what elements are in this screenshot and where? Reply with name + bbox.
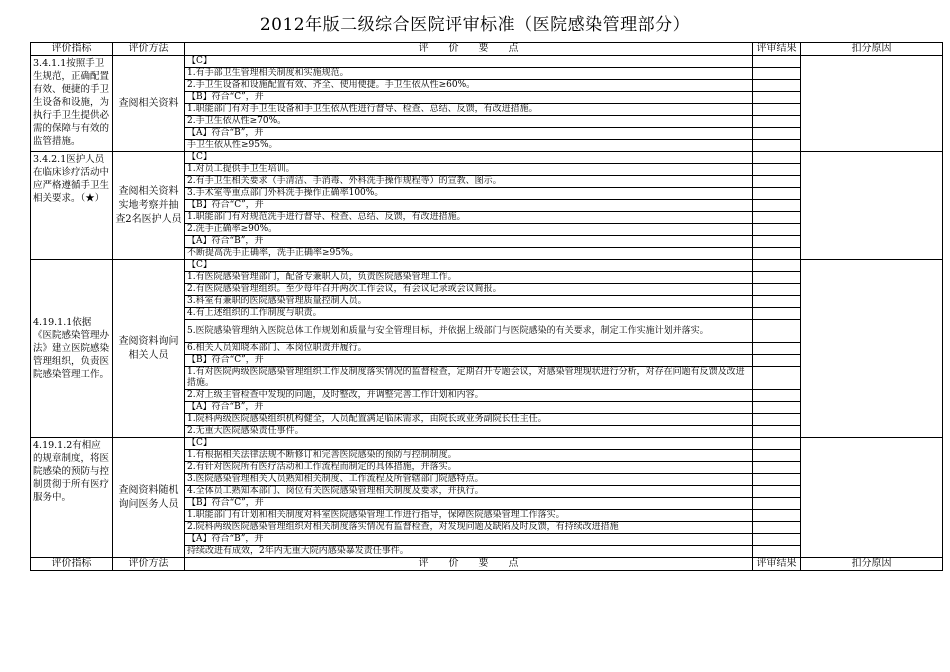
- reason-cell[interactable]: [801, 56, 943, 152]
- result-cell[interactable]: [753, 414, 801, 426]
- table-row: [31, 152, 943, 164]
- header-method: 评价方法: [113, 43, 185, 56]
- header-reason: 扣分原因: [801, 43, 943, 56]
- result-cell[interactable]: [753, 296, 801, 308]
- result-cell[interactable]: [753, 212, 801, 224]
- evaluation-point: 5.医院感染管理纳入医院总体工作规划和质量与安全管理目标，并依据上级部门与医院感染的有关要求，制定工作实施计划并落实。: [185, 320, 753, 343]
- evaluation-point: 【B】符合“C”，并: [185, 498, 753, 510]
- result-cell[interactable]: [753, 343, 801, 355]
- result-cell[interactable]: [753, 128, 801, 140]
- criterion-cell: 4.19.1.2有相应的规章制度，将医院感染的预防与控制贯彻于所有医疗服务中。: [31, 438, 113, 558]
- evaluation-point: 2.无重大医院感染责任事件。: [185, 426, 753, 438]
- header-result: 评审结果: [753, 43, 801, 56]
- evaluation-point: 【C】: [185, 56, 753, 68]
- evaluation-point: 2.有手卫生相关要求（手清洁、手消毒、外科洗手操作规程等）的宣教、图示。: [185, 176, 753, 188]
- method-cell: 查阅资料询问相关人员: [113, 260, 185, 438]
- result-cell[interactable]: [753, 510, 801, 522]
- evaluation-point: 【A】符合“B”，并: [185, 236, 753, 248]
- evaluation-point: 【C】: [185, 438, 753, 450]
- result-cell[interactable]: [753, 546, 801, 558]
- result-cell[interactable]: [753, 462, 801, 474]
- method-cell: 查阅资料随机询问医务人员: [113, 438, 185, 558]
- evaluation-point: 2.有医院感染管理组织。至少每年召开两次工作会议，有会议记录或会议简报。: [185, 284, 753, 296]
- table-row: [31, 438, 943, 450]
- result-cell[interactable]: [753, 164, 801, 176]
- evaluation-point: 1.院科两级医院感染组织机构健全，人员配置满足临床需求，由院长或业务副院长任主任。: [185, 414, 753, 426]
- result-cell[interactable]: [753, 248, 801, 260]
- result-cell[interactable]: [753, 116, 801, 128]
- reason-cell[interactable]: [801, 152, 943, 260]
- evaluation-point: 【B】符合“C”，并: [185, 200, 753, 212]
- evaluation-point: 【B】符合“C”，并: [185, 355, 753, 367]
- result-cell[interactable]: [753, 284, 801, 296]
- reason-cell[interactable]: [801, 260, 943, 438]
- result-cell[interactable]: [753, 200, 801, 212]
- result-cell[interactable]: [753, 450, 801, 462]
- result-cell[interactable]: [753, 104, 801, 116]
- criterion-cell: 4.19.1.1依据《医院感染管理办法》建立医院感染管理组织，负责医院感染管理工作。: [31, 260, 113, 438]
- footer-result: 评审结果: [753, 558, 801, 571]
- evaluation-point: 2.洗手正确率≥90%。: [185, 224, 753, 236]
- table-row: [31, 260, 943, 272]
- result-cell[interactable]: [753, 188, 801, 200]
- result-cell[interactable]: [753, 140, 801, 152]
- header-points: 评 价 要 点: [185, 43, 753, 56]
- evaluation-point: 【A】符合“B”，并: [185, 402, 753, 414]
- table-row: [31, 56, 943, 68]
- footer-criterion: 评价指标: [31, 558, 113, 571]
- result-cell[interactable]: [753, 486, 801, 498]
- evaluation-point: 4.有上述组织的工作制度与职责。: [185, 308, 753, 320]
- evaluation-point: 1.有手部卫生管理相关制度和实施规范。: [185, 68, 753, 80]
- method-cell: 查阅相关资料: [113, 56, 185, 152]
- evaluation-point: 手卫生依从性≥95%。: [185, 140, 753, 152]
- footer-method: 评价方法: [113, 558, 185, 571]
- result-cell[interactable]: [753, 176, 801, 188]
- result-cell[interactable]: [753, 272, 801, 284]
- evaluation-point: 1.职能部门有对规范洗手进行督导、检查、总结、反馈，有改进措施。: [185, 212, 753, 224]
- reason-cell[interactable]: [801, 438, 943, 558]
- header-criterion: 评价指标: [31, 43, 113, 56]
- criterion-cell: 3.4.1.1按照手卫生规范，正确配置有效、便捷的手卫生设备和设施，为执行手卫生提供必需的保障与有效的监管措施。: [31, 56, 113, 152]
- result-cell[interactable]: [753, 522, 801, 534]
- evaluation-point: 2.有针对医院所有医疗活动和工作流程而制定的具体措施，并落实。: [185, 462, 753, 474]
- result-cell[interactable]: [753, 236, 801, 248]
- evaluation-point: 4.全体员工熟知本部门、岗位有关医院感染管理相关制度及要求，并执行。: [185, 486, 753, 498]
- evaluation-point: 不断提高洗手正确率，洗手正确率≥95%。: [185, 248, 753, 260]
- result-cell[interactable]: [753, 498, 801, 510]
- footer-points: 评 价 要 点: [185, 558, 753, 571]
- criterion-cell: 3.4.2.1医护人员在临床诊疗活动中应严格遵循手卫生相关要求。（★）: [31, 152, 113, 260]
- result-cell[interactable]: [753, 534, 801, 546]
- evaluation-point: 2.对上级主管检查中发现的问题，及时整改，并调整完善工作计划和内容。: [185, 390, 753, 402]
- result-cell[interactable]: [753, 426, 801, 438]
- result-cell[interactable]: [753, 80, 801, 92]
- result-cell[interactable]: [753, 320, 801, 343]
- result-cell[interactable]: [753, 68, 801, 80]
- standards-table: [30, 42, 943, 571]
- evaluation-point: 1.对员工提供手卫生培训。: [185, 164, 753, 176]
- footer-reason: 扣分原因: [801, 558, 943, 571]
- evaluation-point: 1.职能部门有计划和相关制度对科室医院感染管理工作进行指导，保障医院感染管理工作落实。: [185, 510, 753, 522]
- result-cell[interactable]: [753, 367, 801, 390]
- result-cell[interactable]: [753, 474, 801, 486]
- evaluation-point: 1.有根据相关法律法规不断修订和完善医院感染的预防与控制制度。: [185, 450, 753, 462]
- evaluation-point: 【C】: [185, 152, 753, 164]
- result-cell[interactable]: [753, 224, 801, 236]
- evaluation-point: 【A】符合“B”，并: [185, 128, 753, 140]
- evaluation-point: 3.医院感染管理相关人员熟知相关制度、工作流程及所管辖部门院感特点。: [185, 474, 753, 486]
- evaluation-point: 6.相关人员知晓本部门、本岗位职责并履行。: [185, 343, 753, 355]
- result-cell[interactable]: [753, 56, 801, 68]
- result-cell[interactable]: [753, 402, 801, 414]
- evaluation-point: 【B】符合“C”，并: [185, 92, 753, 104]
- evaluation-point: 2.手卫生依从性≥70%。: [185, 116, 753, 128]
- result-cell[interactable]: [753, 152, 801, 164]
- evaluation-point: 【C】: [185, 260, 753, 272]
- result-cell[interactable]: [753, 390, 801, 402]
- evaluation-point: 2.手卫生设备和设施配置有效、齐全、使用便捷。手卫生依从性≥60%。: [185, 80, 753, 92]
- page-title: 2012年版二级综合医院评审标准（医院感染管理部分）: [259, 15, 691, 35]
- result-cell[interactable]: [753, 355, 801, 367]
- evaluation-point: 3.手术室等重点部门外科洗手操作正确率100%。: [185, 188, 753, 200]
- evaluation-point: 3.科室有兼职的医院感染管理质量控制人员。: [185, 296, 753, 308]
- evaluation-point: 持续改进有成效，2年内无重大院内感染暴发责任事件。: [185, 546, 753, 558]
- evaluation-point: 2.院科两级医院感染管理组织对相关制度落实情况有监督检查，对发现问题及缺陷及时反馈，有持续改进措施: [185, 522, 753, 534]
- evaluation-point: 【A】符合“B”，并: [185, 534, 753, 546]
- evaluation-point: 1.有对医院两级医院感染管理组织工作及制度落实情况的监督检查，定期召开专题会议，对感染管理现状进行分析，对存在问题有反馈及改进措施。: [185, 367, 753, 390]
- table-header-row: [31, 43, 943, 56]
- result-cell[interactable]: [753, 92, 801, 104]
- result-cell[interactable]: [753, 260, 801, 272]
- method-cell: 查阅相关资料实地考察并抽查2名医护人员: [113, 152, 185, 260]
- result-cell[interactable]: [753, 308, 801, 320]
- table-footer-row: [31, 558, 943, 571]
- result-cell[interactable]: [753, 438, 801, 450]
- evaluation-point: 1.有医院感染管理部门，配备专兼职人员，负责医院感染管理工作。: [185, 272, 753, 284]
- evaluation-point: 1.职能部门有对手卫生设备和手卫生依从性进行督导、检查、总结、反馈，有改进措施。: [185, 104, 753, 116]
